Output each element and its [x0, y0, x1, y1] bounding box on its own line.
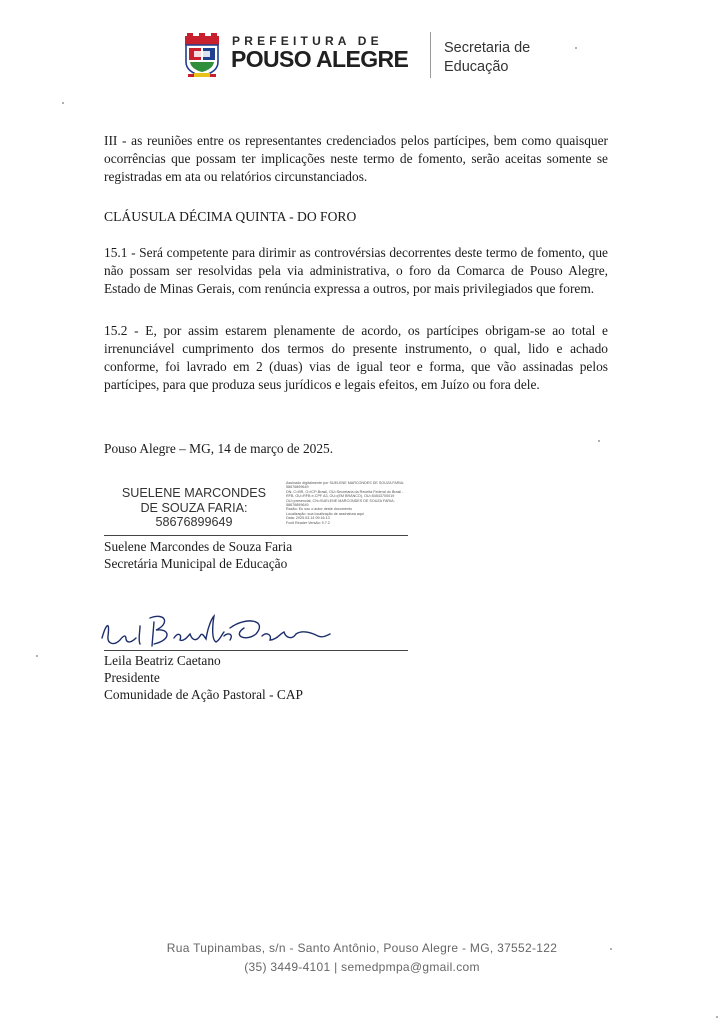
department-name-line2: Educação — [444, 59, 509, 75]
org-name-prefix: PREFEITURA DE — [232, 34, 383, 48]
handwritten-signature-icon — [96, 606, 336, 656]
footer-address: Rua Tupinambas, s/n - Santo Antônio, Pouso Alegre - MG, 37552-122 — [166, 941, 558, 955]
signatory2-name: Leila Beatriz Caetano — [104, 653, 221, 668]
clause-heading: CLÁUSULA DÉCIMA QUINTA - DO FORO — [104, 209, 357, 224]
scan-speck — [62, 102, 64, 104]
signatory1-title: Secretária Municipal de Educação — [104, 556, 288, 571]
paragraph-15-1: 15.1 - Será competente para dirimir as controvérsias decorrentes deste termo de fomento, que não possam ser resolvidas pela via administrativa, o foro da Comarca de Pouso Alegre, Estado de Minas Gerais, com renúncia expressa a outros, por mais privilegiados que forem. — [104, 245, 608, 296]
scan-speck — [575, 47, 577, 49]
signatory2-org: Comunidade de Ação Pastoral - CAP — [104, 687, 303, 702]
paragraph-iii: III - as reuniões entre os representantes credenciados pelos partícipes, bem como quaisquer ocorrências que possam ter implicações neste termo de fomento, serão aceitas somente se registradas em ata ou relatórios circunstanciados. — [104, 133, 608, 184]
letterhead — [182, 30, 562, 84]
scan-speck — [610, 948, 612, 950]
digital-signature-name: SUELENE MARCONDES DE SOUZA FARIA: 58676899649 — [121, 486, 267, 529]
digital-signature-details: Assinado digitalmente por SUELENE MARCONDES DE SOUZA FARIA: 58676899649 DN: C=BR, O=ICP-Brasil, OU=Secretaria da Receita Federal do Brasil - RFB, OU=RFB e-CPF A3, OU=(EM BRANCO), OU=54543700019 OU=presencial, CN=SUELENE MARCONDES DE SOUZA FARIA: 58676899649 Razão: Eu sou o autor deste documento Localização: sua localização de assinatura aqui Data: 2025.03.14 09:16:13 Foxit Reader Versão: 9.7.2 — [286, 481, 405, 525]
org-name: POUSO ALEGRE — [231, 46, 409, 72]
scan-speck — [716, 1016, 718, 1018]
municipal-coat-of-arms-icon — [182, 32, 222, 78]
signature-line-1 — [104, 535, 408, 536]
signatory2-title: Presidente — [104, 670, 160, 685]
scan-speck — [36, 655, 38, 657]
signatory1-name: Suelene Marcondes de Souza Faria — [104, 539, 293, 554]
paragraph-15-2: 15.2 - E, por assim estarem plenamente de acordo, os partícipes obrigam-se ao total e irrenunciável cumprimento dos termos do presente instrumento, o qual, lido e achado conforme, foi lavrado em 2 (duas) vias de igual teor e forma, que vão assinadas pelos partícipes, para que produza seus jurídicos e legais efeitos, em Juízo ou fora dele. — [104, 323, 608, 392]
department-name-line1: Secretaria de — [444, 40, 531, 56]
scan-speck — [598, 440, 600, 442]
header-divider — [430, 32, 431, 78]
place-and-date: Pouso Alegre – MG, 14 de março de 2025. — [104, 441, 334, 456]
signature-line-2 — [104, 650, 408, 651]
footer-contact: (35) 3449-4101 | semedpmpa@gmail.com — [244, 960, 480, 974]
